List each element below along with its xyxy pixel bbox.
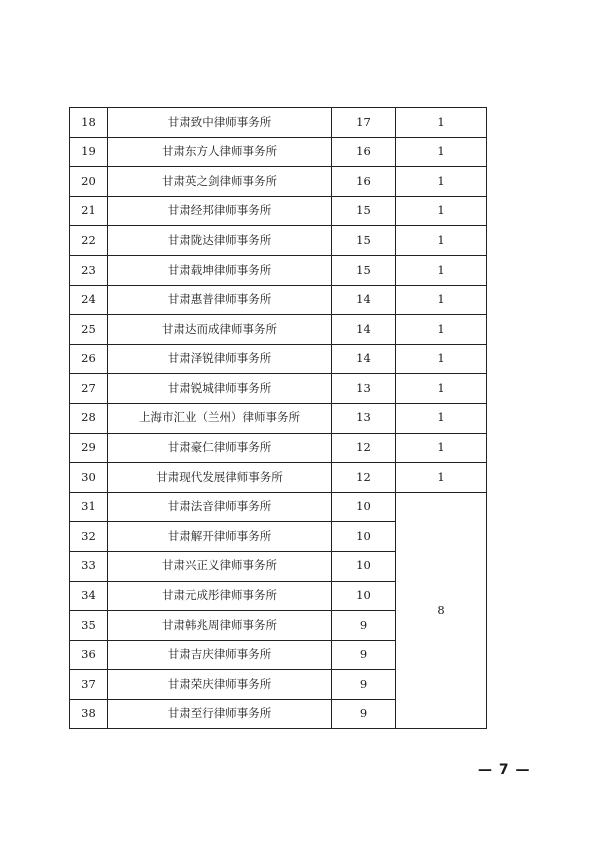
- table-row: [70, 492, 487, 522]
- firm-name: 甘肃兴正义律师事务所: [108, 551, 332, 581]
- table-row: [70, 374, 487, 404]
- table-body: [70, 108, 487, 729]
- row-number: 32: [70, 522, 108, 552]
- quota: 1: [396, 433, 487, 463]
- firm-name: 甘肃韩兆周律师事务所: [108, 611, 332, 641]
- lawyer-count: 15: [332, 255, 396, 285]
- firm-name: 甘肃元成彤律师事务所: [108, 581, 332, 611]
- firm-name: 甘肃东方人律师事务所: [108, 137, 332, 167]
- row-number: 25: [70, 315, 108, 345]
- lawyer-count: 17: [332, 108, 396, 138]
- firm-name: 甘肃惠普律师事务所: [108, 285, 332, 315]
- table-row: [70, 137, 487, 167]
- quota: 1: [396, 255, 487, 285]
- row-number: 24: [70, 285, 108, 315]
- quota: 1: [396, 463, 487, 493]
- row-number: 26: [70, 344, 108, 374]
- lawyer-count: 9: [332, 670, 396, 700]
- table-row: [70, 463, 487, 493]
- lawyer-count: 12: [332, 433, 396, 463]
- row-number: 21: [70, 196, 108, 226]
- lawyer-count: 10: [332, 551, 396, 581]
- firm-name: 甘肃达而成律师事务所: [108, 315, 332, 345]
- firm-name: 甘肃经邦律师事务所: [108, 196, 332, 226]
- quota: 1: [396, 226, 487, 256]
- law-firm-table: [69, 107, 487, 729]
- firm-name: 甘肃豪仁律师事务所: [108, 433, 332, 463]
- lawyer-count: 14: [332, 285, 396, 315]
- quota: 1: [396, 285, 487, 315]
- row-number: 30: [70, 463, 108, 493]
- table-row: [70, 344, 487, 374]
- row-number: 37: [70, 670, 108, 700]
- row-number: 27: [70, 374, 108, 404]
- row-number: 19: [70, 137, 108, 167]
- quota: 1: [396, 137, 487, 167]
- firm-name: 甘肃致中律师事务所: [108, 108, 332, 138]
- table-row: [70, 403, 487, 433]
- lawyer-count: 15: [332, 196, 396, 226]
- row-number: 22: [70, 226, 108, 256]
- firm-name: 甘肃英之剑律师事务所: [108, 167, 332, 197]
- lawyer-count: 16: [332, 167, 396, 197]
- firm-name: 甘肃泽锐律师事务所: [108, 344, 332, 374]
- quota: 1: [396, 403, 487, 433]
- lawyer-count: 9: [332, 699, 396, 729]
- table-row: [70, 315, 487, 345]
- row-number: 36: [70, 640, 108, 670]
- lawyer-count: 15: [332, 226, 396, 256]
- lawyer-count: 10: [332, 492, 396, 522]
- table-row: [70, 433, 487, 463]
- firm-name: 甘肃锐城律师事务所: [108, 374, 332, 404]
- table-row: [70, 167, 487, 197]
- firm-name: 甘肃解开律师事务所: [108, 522, 332, 552]
- table-row: [70, 255, 487, 285]
- row-number: 18: [70, 108, 108, 138]
- lawyer-count: 9: [332, 640, 396, 670]
- table-row: [70, 226, 487, 256]
- quota: 1: [396, 344, 487, 374]
- table-row: [70, 285, 487, 315]
- firm-name: 甘肃载坤律师事务所: [108, 255, 332, 285]
- lawyer-count: 13: [332, 403, 396, 433]
- firm-name: 甘肃现代发展律师事务所: [108, 463, 332, 493]
- row-number: 29: [70, 433, 108, 463]
- page-number: — 7 —: [478, 762, 531, 778]
- quota: 1: [396, 374, 487, 404]
- lawyer-count: 10: [332, 581, 396, 611]
- lawyer-count: 10: [332, 522, 396, 552]
- quota: 1: [396, 196, 487, 226]
- lawyer-count: 16: [332, 137, 396, 167]
- row-number: 28: [70, 403, 108, 433]
- quota: 1: [396, 108, 487, 138]
- lawyer-count: 9: [332, 611, 396, 641]
- merged-quota: 8: [396, 492, 487, 729]
- firm-name: 上海市汇业（兰州）律师事务所: [108, 403, 332, 433]
- lawyer-count: 14: [332, 344, 396, 374]
- table-row: [70, 196, 487, 226]
- row-number: 20: [70, 167, 108, 197]
- lawyer-count: 14: [332, 315, 396, 345]
- quota: 1: [396, 167, 487, 197]
- firm-name: 甘肃荣庆律师事务所: [108, 670, 332, 700]
- firm-name: 甘肃法音律师事务所: [108, 492, 332, 522]
- row-number: 35: [70, 611, 108, 641]
- row-number: 34: [70, 581, 108, 611]
- firm-name: 甘肃吉庆律师事务所: [108, 640, 332, 670]
- firm-name: 甘肃陇达律师事务所: [108, 226, 332, 256]
- row-number: 31: [70, 492, 108, 522]
- lawyer-count: 12: [332, 463, 396, 493]
- row-number: 33: [70, 551, 108, 581]
- firm-name: 甘肃至行律师事务所: [108, 699, 332, 729]
- lawyer-count: 13: [332, 374, 396, 404]
- table-row: [70, 108, 487, 138]
- quota: 1: [396, 315, 487, 345]
- row-number: 38: [70, 699, 108, 729]
- row-number: 23: [70, 255, 108, 285]
